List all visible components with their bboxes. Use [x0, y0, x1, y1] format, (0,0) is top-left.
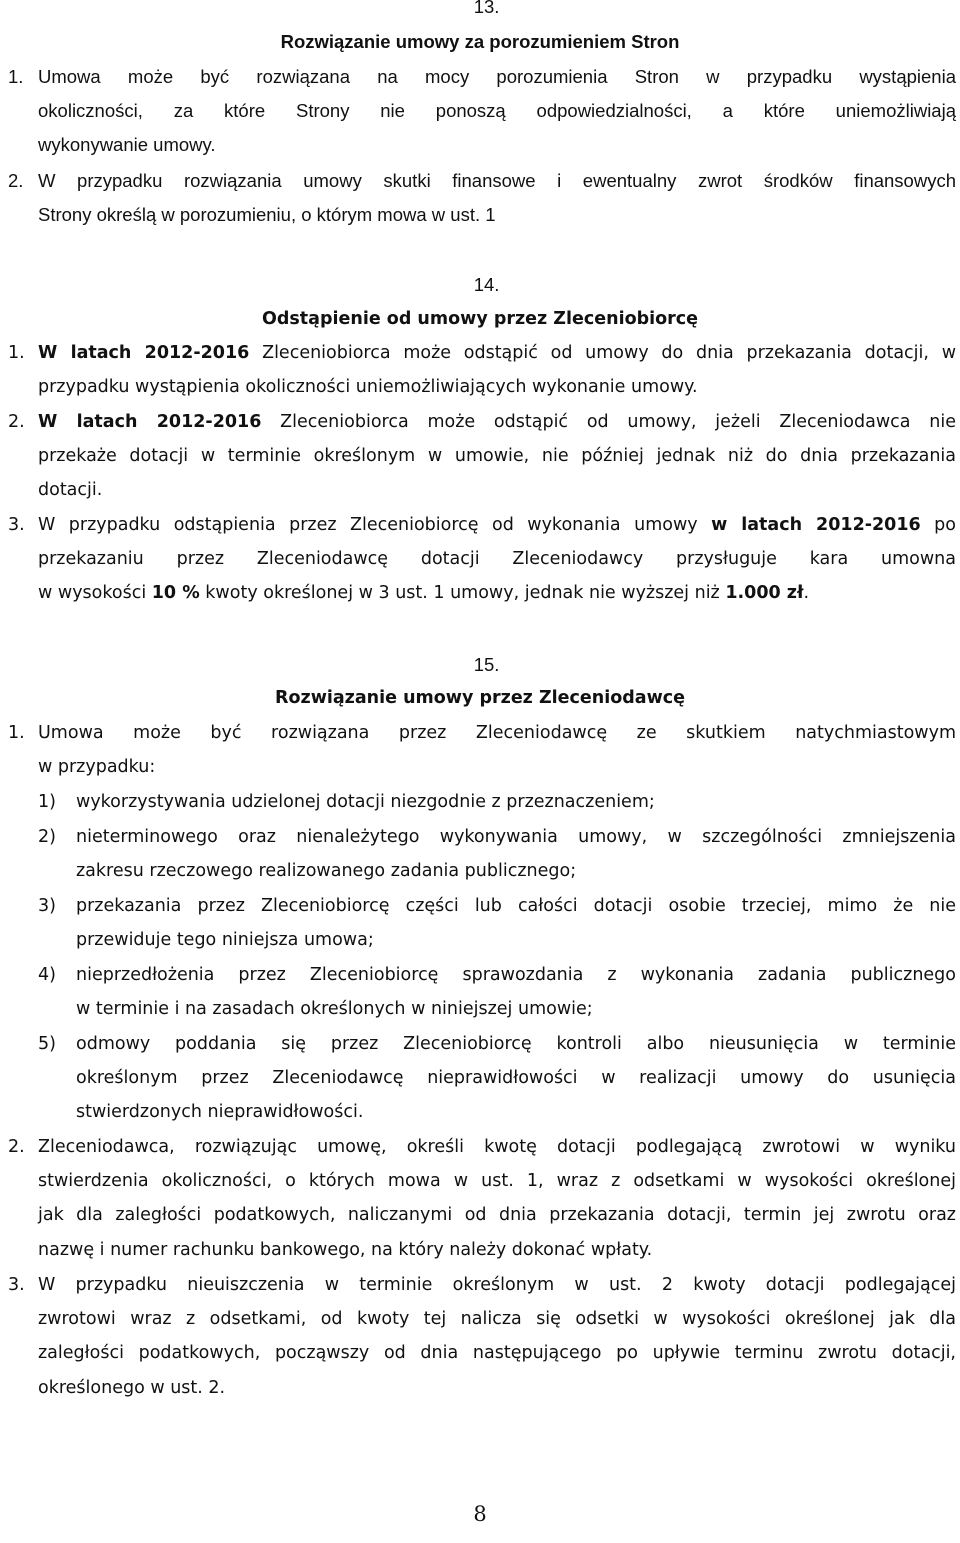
paragraph-line: przypadku wystąpienia okoliczności uniemożliwiających wykonanie umowy.	[38, 377, 698, 397]
section-sign-icon	[461, 654, 466, 675]
paragraph-line: dotacji.	[38, 480, 103, 500]
paragraph-line: nazwę i numer rachunku bankowego, na który należy dokonać wpłaty.	[38, 1240, 653, 1260]
list-item-number: 1)	[38, 792, 56, 812]
paragraph-line: W przypadku nieuiszczenia w terminie określonym w ust. 2 kwoty dotacji podlegającej	[38, 1275, 956, 1295]
paragraph-number: 2.	[8, 170, 24, 191]
paragraph-line: okoliczności, za które Strony nie ponoszą odpowiedzialności, a które uniemożliwiają	[38, 100, 956, 121]
list-item-number: 2)	[38, 827, 56, 847]
paragraph-line: określonego w ust. 2.	[38, 1378, 226, 1398]
list-item-number: 4)	[38, 965, 56, 985]
paragraph-number: 3.	[8, 515, 25, 535]
list-item-line: stwierdzonych nieprawidłowości.	[76, 1102, 364, 1122]
paragraph-number: 1.	[8, 723, 25, 743]
paragraph-number: 2.	[8, 412, 25, 432]
list-item-line: wykorzystywania udzielonej dotacji niezgodnie z przeznaczeniem;	[76, 792, 655, 812]
paragraph-line: wykonywanie umowy.	[38, 134, 216, 155]
paragraph-line: Strony określą w porozumieniu, o którym mowa w ust. 1	[38, 204, 496, 225]
list-item-number: 3)	[38, 896, 56, 916]
paragraph-line: W latach 2012-2016 Zleceniobiorca może odstąpić od umowy, jeżeli Zleceniodawca nie	[38, 412, 956, 432]
paragraph-line: Umowa może być rozwiązana przez Zleceniodawcę ze skutkiem natychmiastowym	[38, 723, 956, 743]
paragraph-line: przekaże dotacji w terminie określonym w umowie, nie później jednak niż do dnia przekazania	[38, 446, 956, 466]
section-15-number: 15.	[0, 654, 960, 676]
section-13-title: Rozwiązanie umowy za porozumieniem Stron	[280, 31, 680, 52]
section-sign-icon	[461, 274, 466, 295]
paragraph-number: 2.	[8, 1137, 25, 1157]
paragraph-number: 1.	[8, 343, 25, 363]
list-item-line: przewiduje tego niniejsza umowa;	[76, 930, 374, 950]
paragraph-line: jak dla zaległości podatkowych, naliczanymi od dnia przekazania dotacji, termin jej zwrotu oraz	[38, 1205, 956, 1225]
section-15-title: Rozwiązanie umowy przez Zleceniodawcę	[275, 688, 685, 708]
section-14-title: Odstąpienie od umowy przez Zleceniobiorcę	[261, 309, 699, 329]
paragraph-line: przekazaniu przez Zleceniodawcę dotacji Zleceniodawcy przysługuje kara umowna	[38, 549, 956, 569]
list-item-number: 5)	[38, 1034, 56, 1054]
paragraph-line: Zleceniodawca, rozwiązując umowę, określi kwotę dotacji podlegającą zwrotowi w wyniku	[38, 1137, 956, 1157]
section-13-number: 13.	[0, 0, 960, 18]
paragraph-line: w wysokości 10 % kwoty określonej w 3 ust. 1 umowy, jednak nie wyższej niż 1.000 zł.	[38, 583, 810, 603]
paragraph-number: 3.	[8, 1275, 25, 1295]
paragraph-line: Umowa może być rozwiązana na mocy porozumienia Stron w przypadku wystąpienia	[38, 66, 956, 87]
paragraph-number: 1.	[8, 66, 24, 87]
list-item-line: nieterminowego oraz nienależytego wykonywania umowy, w szczególności zmniejszenia	[76, 827, 956, 847]
paragraph-line: W latach 2012-2016 Zleceniobiorca może odstąpić od umowy do dnia przekazania dotacji, w	[38, 343, 957, 363]
section-14-number: 14.	[0, 274, 960, 296]
paragraph-line: zwrotowi wraz z odsetkami, od kwoty tej nalicza się odsetki w wysokości określonej jak dla	[38, 1309, 956, 1329]
section-sign-icon	[461, 0, 466, 17]
paragraph-line: w przypadku:	[38, 757, 156, 777]
list-item-line: w terminie i na zasadach określonych w niniejszej umowie;	[76, 999, 593, 1019]
page-number: 8	[473, 1502, 487, 1526]
list-item-line: zakresu rzeczowego realizowanego zadania publicznego;	[76, 861, 577, 881]
list-item-line: nieprzedłożenia przez Zleceniobiorcę sprawozdania z wykonania zadania publicznego	[76, 965, 956, 985]
paragraph-line: W przypadku odstąpienia przez Zleceniobiorcę od wykonania umowy w latach 2012-2016 po	[38, 515, 956, 535]
paragraph-line: zaległości podatkowych, począwszy od dnia następującego po upływie terminu zwrotu dotacji,	[38, 1343, 956, 1363]
paragraph-line: W przypadku rozwiązania umowy skutki finansowe i ewentualny zwrot środków finansowych	[38, 170, 956, 191]
list-item-line: określonym przez Zleceniodawcę nieprawidłowości w realizacji umowy do usunięcia	[76, 1068, 956, 1088]
list-item-line: przekazania przez Zleceniobiorcę części lub całości dotacji osobie trzeciej, mimo że nie	[76, 896, 956, 916]
paragraph-line: stwierdzenia okoliczności, o których mowa w ust. 1, wraz z odsetkami w wysokości określonej	[38, 1171, 956, 1191]
list-item-line: odmowy poddania się przez Zleceniobiorcę kontroli albo nieusunięcia w terminie	[76, 1034, 956, 1054]
